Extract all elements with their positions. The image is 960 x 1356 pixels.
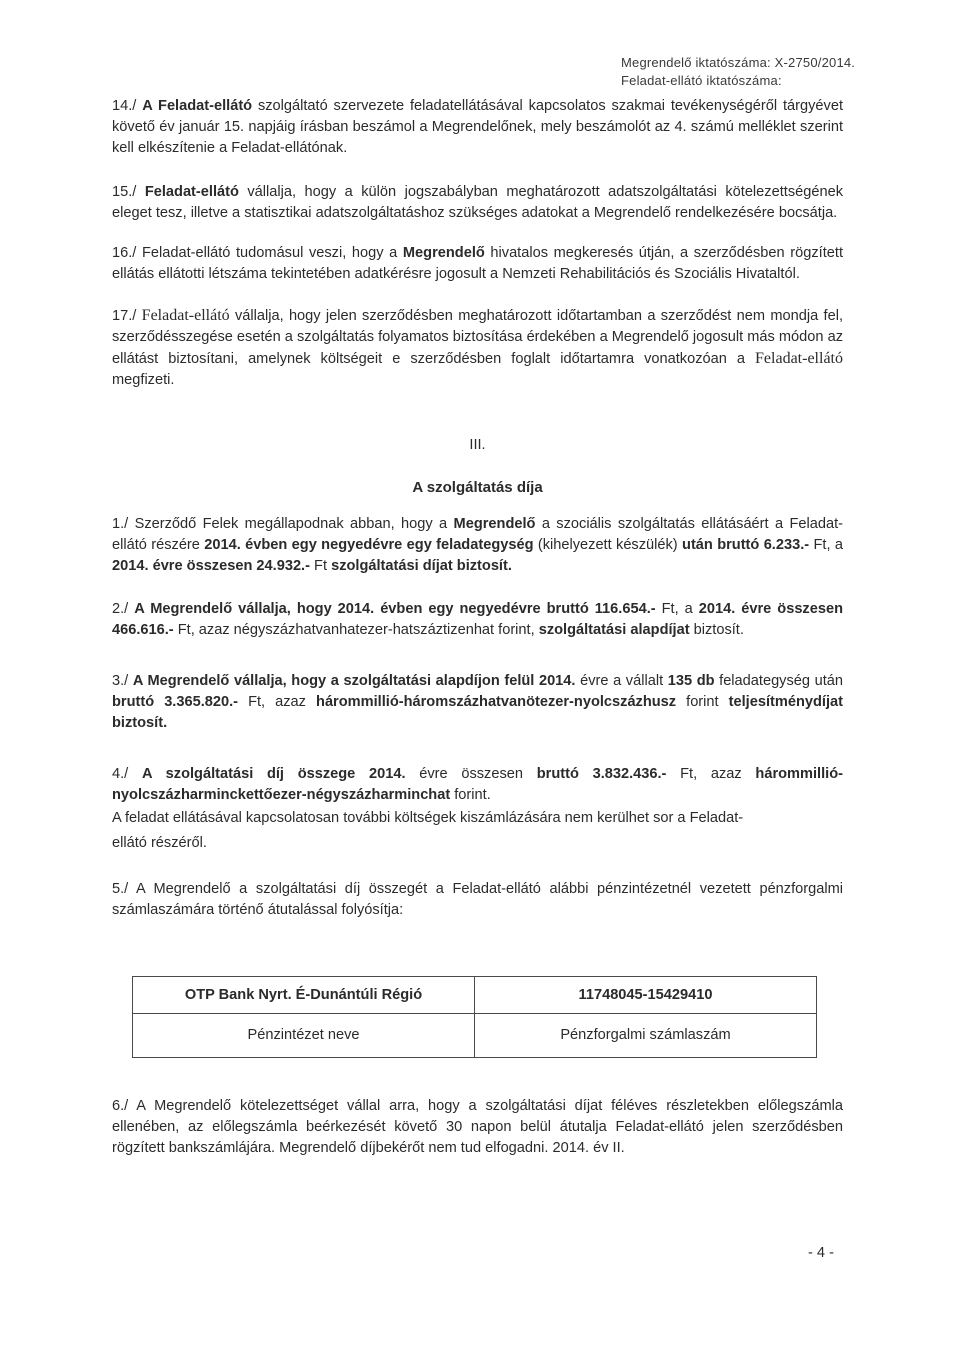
table-row	[133, 977, 817, 1014]
bank-name-label: Pénzintézet neve	[133, 1014, 475, 1058]
clause-4-extra: A feladat ellátásával kapcsolatosan további költségek kiszámlázására nem kerülhet sor a Feladat-	[112, 810, 744, 826]
clause-6: 6./ A Megrendelő kötelezettséget vállal arra, hogy a szolgáltatási díjat féléves részletekben előlegszámla ellenében, az előlegszámla beérkezését követő 30 napon belül átutalja Feladat-ellátó jelen szerződésben rögzített bankszámlájára. Megrendelő díjbekérőt nem tud elfogadni. 2014. év II.	[112, 1098, 843, 1156]
paragraph-17: 17./ Feladat-ellátó vállalja, hogy jelen szerződésben meghatározott időtartamban a szerződést nem mondja fel, szerződésszegése esetén a szolgáltatás folyamatos biztosítása érdekében a Megrendelő jogosult más módon az ellátást biztosítani, amelynek költségeit e szerződésben foglalt időtartamra vonatkozóan a Feladat-ellátó megfizeti.	[112, 307, 843, 388]
table-row	[133, 1014, 817, 1058]
clause-2: 2./ A Megrendelő vállalja, hogy 2014. évben egy negyedévre bruttó 116.654.- Ft, a 2014. évre összesen 466.616.- Ft, azaz négyszázhatvanhatezer-hatszáztizenhat forint, szolgáltatási alapdíjat biztosít.	[112, 601, 843, 638]
section-number: III.	[469, 437, 486, 453]
paragraph-15: 15./ Feladat-ellátó vállalja, hogy a külön jogszabályban meghatározott adatszolgáltatási kötelezettségének eleget tesz, illetve a statisztikai adatszolgáltatáshoz szükséges adatokat a Megrendelő rendelkezésére bocsátja.	[112, 184, 843, 221]
megrendelo-reference: Megrendelő iktatószáma: X-2750/2014.	[621, 55, 856, 70]
feladat-ellato-reference: Feladat-ellátó iktatószáma:	[621, 73, 782, 88]
paragraph-14: 14./ A Feladat-ellátó szolgáltató szervezete feladatellátásával kapcsolatos szakmai tevékenységéről tárgyévet követő év január 15. napjáig írásban beszámol a Megrendelőnek, mely beszámolót az 4. számú melléklet szerint kell elkészítenie a Feladat-ellátónak.	[112, 98, 843, 156]
document-body	[112, 96, 843, 1159]
clause-5: 5./ A Megrendelő a szolgáltatási díj összegét a Feladat-ellátó alábbi pénzintézetnél vezetett pénzforgalmi számlaszámára történő átutalással folyósítja:	[112, 881, 843, 918]
section-title: A szolgáltatás díja	[412, 479, 543, 496]
clause-4-extra-end: ellátó részéről.	[112, 835, 207, 851]
bank-name-cell: OTP Bank Nyrt. É-Dunántúli Régió	[133, 977, 475, 1014]
account-number-cell: 11748045-15429410	[475, 977, 817, 1014]
document-header	[621, 54, 855, 90]
bank-details-table	[132, 976, 817, 1058]
clause-3: 3./ A Megrendelő vállalja, hogy a szolgáltatási alapdíjon felül 2014. évre a vállalt 135 db feladategység után bruttó 3.365.820.- Ft, azaz hárommillió-háromszázhatvanötezer-nyolcszázhusz forint teljesítménydíjat biztosít.	[112, 673, 844, 731]
page-number: - 4 -	[808, 1245, 834, 1261]
clause-4: 4./ A szolgáltatási díj összege 2014. évre összesen bruttó 3.832.436.- Ft, azaz hárommillió-nyolcszázharminckettőezer-négyszázharminchat forint.	[112, 766, 843, 803]
account-number-label: Pénzforgalmi számlaszám	[475, 1014, 817, 1058]
paragraph-16: 16./ Feladat-ellátó tudomásul veszi, hogy a Megrendelő hivatalos megkeresés útján, a szerződésben rögzített ellátás ellátotti létszáma tekintetében adatkérésre jogosult a Nemzeti Rehabilitációs és Szociális Hivataltól.	[112, 245, 843, 282]
clause-1: 1./ Szerződő Felek megállapodnak abban, hogy a Megrendelő a szociális szolgáltatás ellátásáért a Feladat-ellátó részére 2014. évben egy negyedévre egy feladategység (kihelyezett készülék) után bruttó 6.233.- Ft, a 2014. évre összesen 24.932.- Ft szolgáltatási díjat biztosít.	[112, 516, 843, 574]
